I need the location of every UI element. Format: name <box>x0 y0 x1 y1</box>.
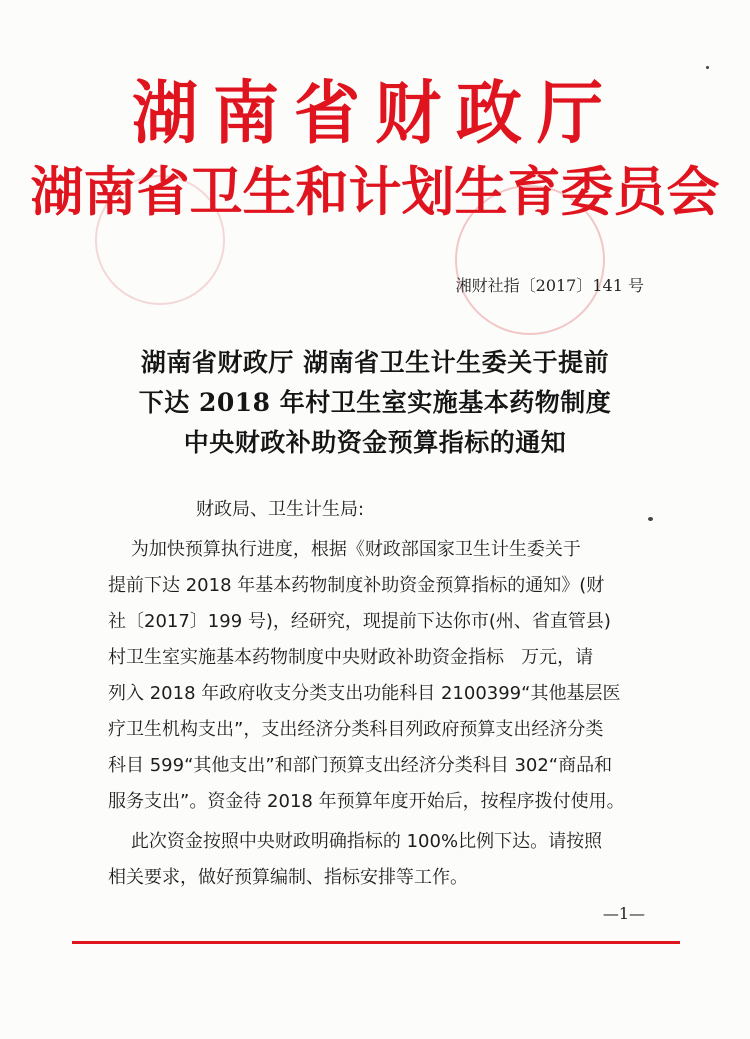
paragraph-line: 村卫生室实施基本药物制度中央财政补助资金指标 万元，请 <box>108 647 594 668</box>
red-divider-line <box>72 941 680 944</box>
paragraph-line: 为加快预算执行进度，根据《财政部国家卫生计生委关于 <box>108 539 581 560</box>
paragraph-line: 疗卫生机构支出”，支出经济分类科目列政府预算支出经济分类 <box>108 719 604 740</box>
letterhead-line1: 湖南省财政厅 <box>132 73 618 154</box>
paragraph-line: 科目 599“其他支出”和部门预算支出经济分类科目 302“商品和 <box>108 755 613 776</box>
letterhead-line2: 湖南省卫生和计划生育委员会 <box>30 162 720 223</box>
paragraph-2 <box>108 824 644 896</box>
paragraph-line: 社〔2017〕199 号)，经研究，现提前下达你市(州、省直管县) <box>108 611 611 632</box>
paragraph-1 <box>108 532 644 820</box>
paragraph-line: 列入 2018 年政府收支分类支出功能科目 2100399“其他基层医 <box>108 683 621 704</box>
salutation: 财政局、卫生计生局: <box>196 499 365 520</box>
page-number: —1— <box>602 904 645 923</box>
paragraph-line: 服务支出”。资金待 2018 年预算年度开始后，按程序拨付使用。 <box>108 791 625 812</box>
letterhead <box>0 72 750 228</box>
document-title <box>0 343 750 463</box>
title-line3: 中央财政补助资金预算指标的通知 <box>183 428 567 457</box>
scan-speck <box>648 517 653 521</box>
paragraph-line: 提前下达 2018 年基本药物制度补助资金预算指标的通知》(财 <box>108 575 605 596</box>
paragraph-line: 相关要求，做好预算编制、指标安排等工作。 <box>108 867 468 888</box>
title-line2: 下达 2018 年村卫生室实施基本药物制度 <box>138 388 612 417</box>
document-number: 湘财社指〔2017〕141 号 <box>455 276 644 295</box>
title-line1: 湖南省财政厅 湖南省卫生计生委关于提前 <box>140 348 610 377</box>
scan-speck <box>706 66 709 69</box>
paragraph-line: 此次资金按照中央财政明确指标的 100%比例下达。请按照 <box>108 831 603 852</box>
